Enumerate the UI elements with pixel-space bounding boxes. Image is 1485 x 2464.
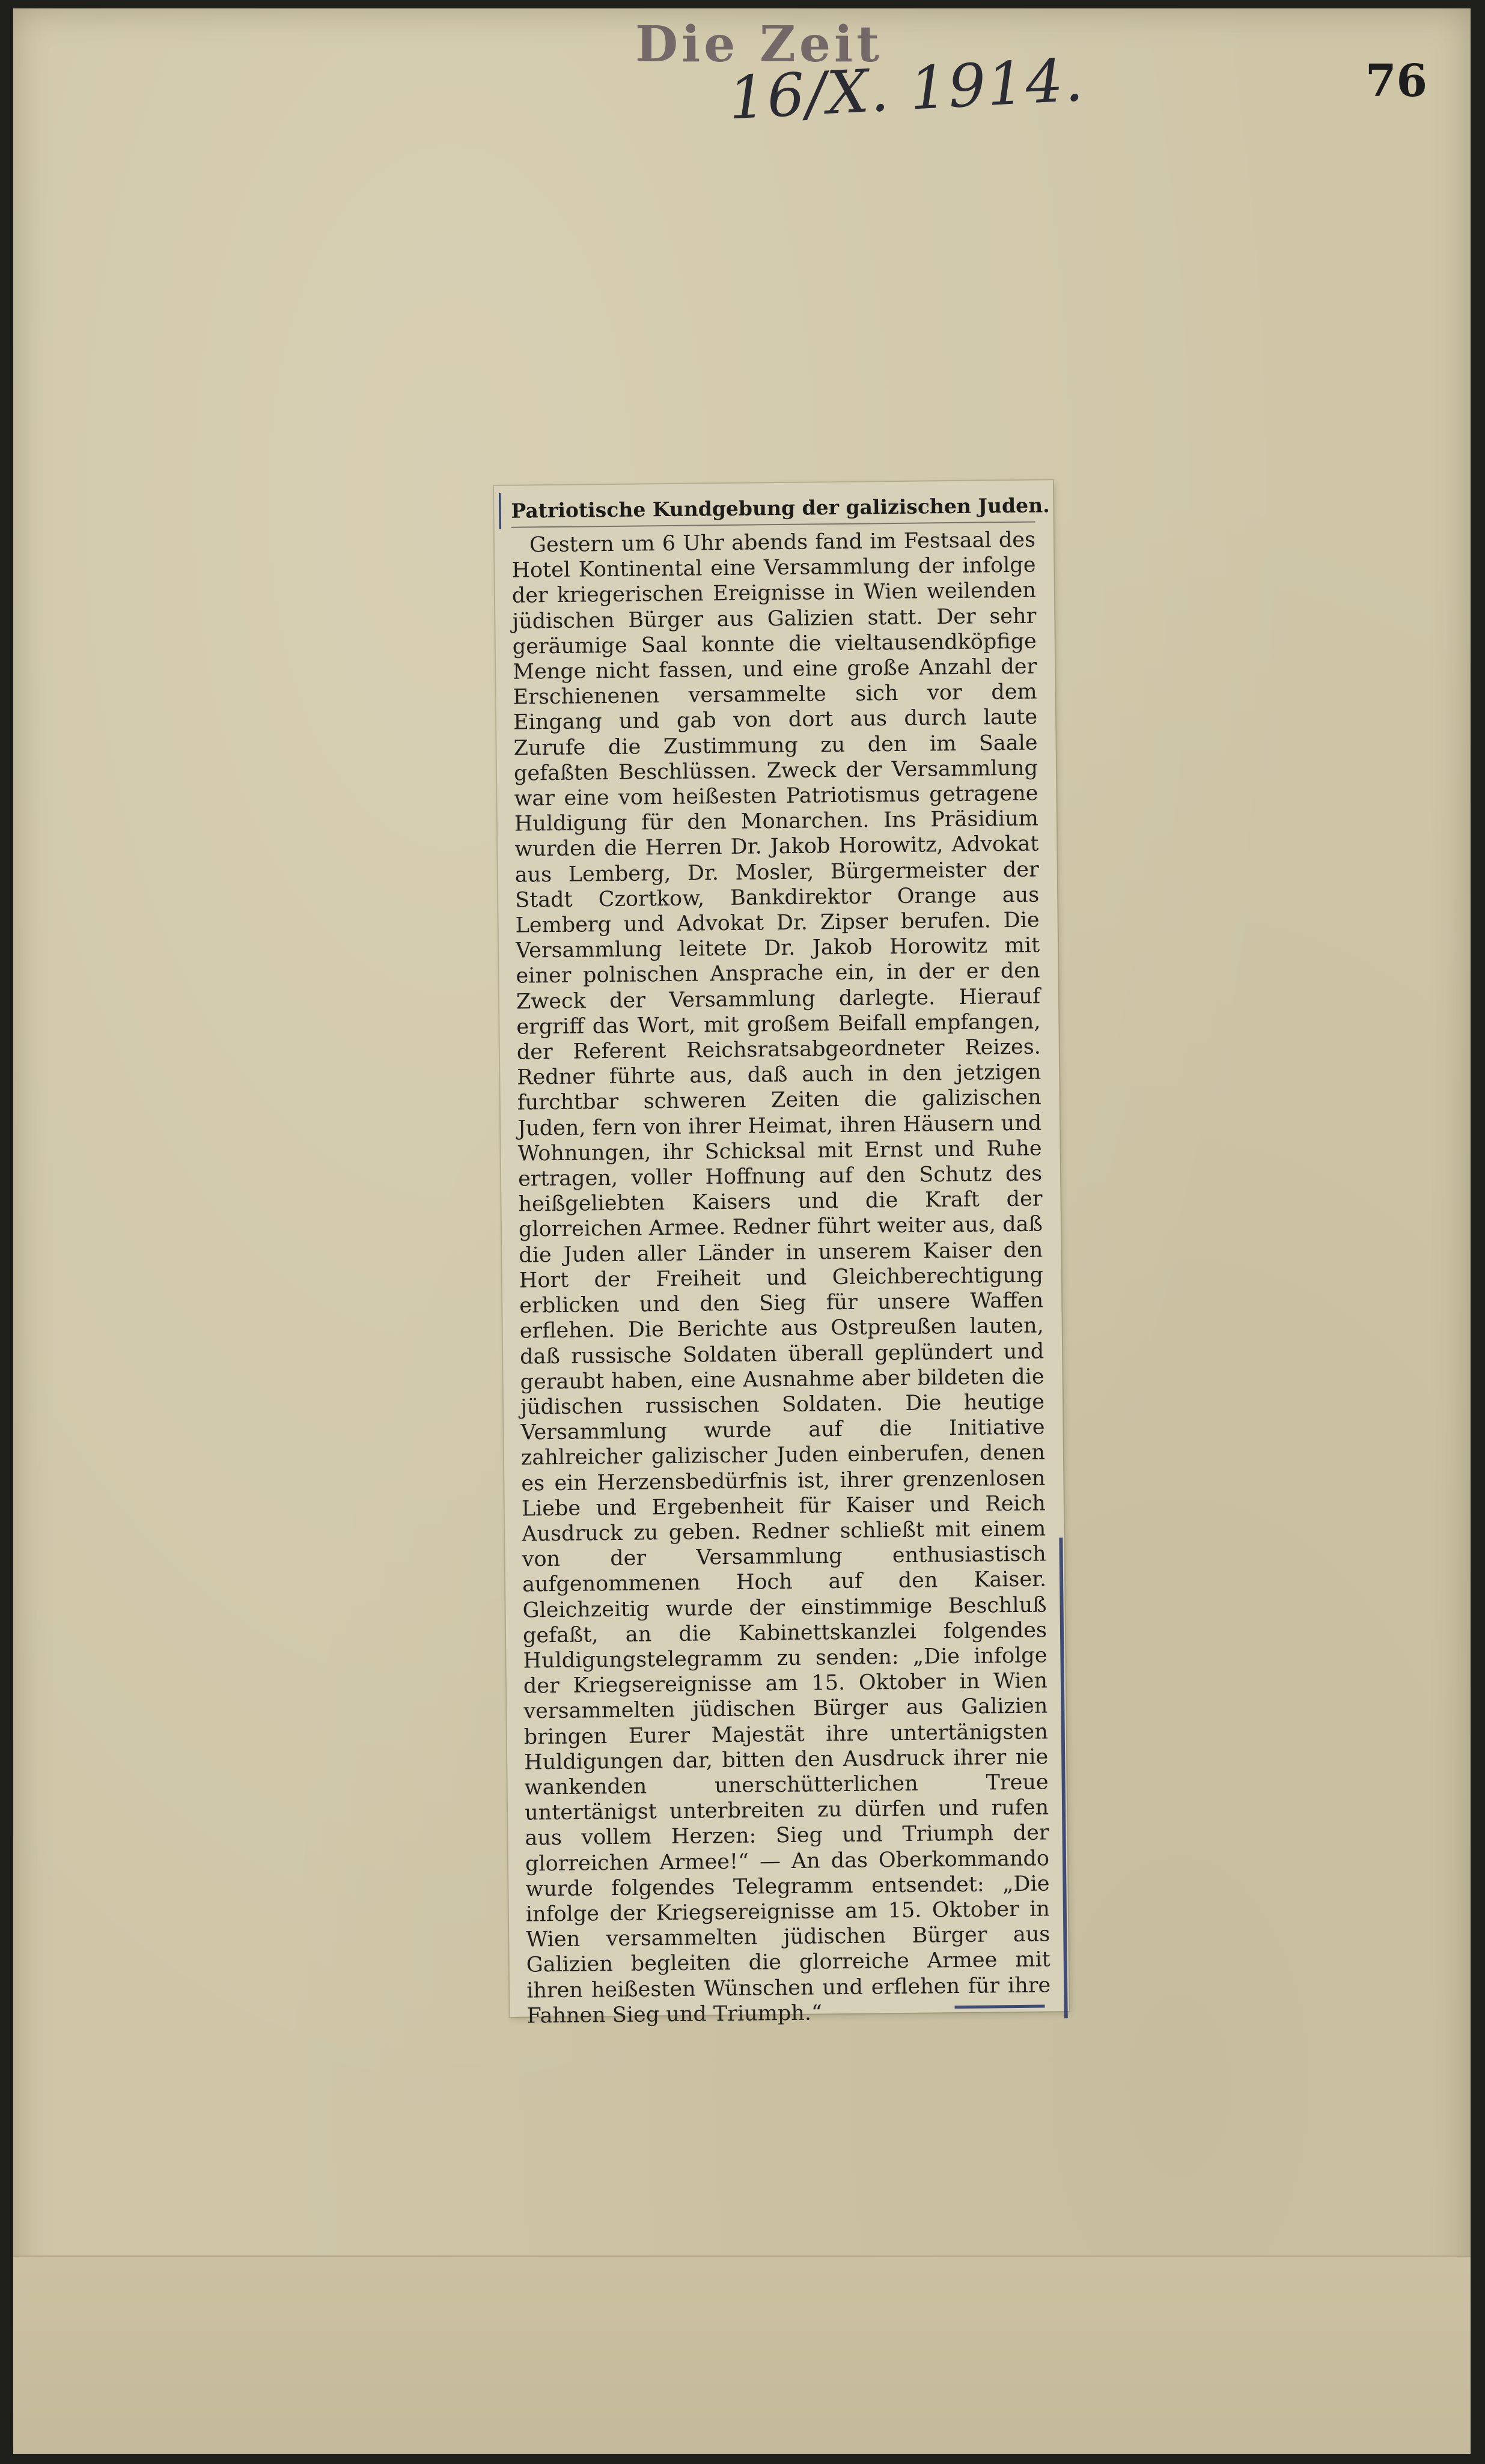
article-headline: Patriotische Kundgebung der galizischen Juden. bbox=[511, 493, 1035, 528]
pencil-margin-mark bbox=[1059, 1538, 1067, 2018]
newspaper-clipping bbox=[494, 480, 1069, 2028]
handwritten-date: 16/X. 1914. bbox=[727, 46, 1086, 133]
page-bottom-fold bbox=[13, 2256, 1471, 2454]
newspaper-stamp: Die Zeit bbox=[635, 16, 883, 73]
archive-page bbox=[13, 8, 1471, 2453]
article-body: Gestern um 6 Uhr abends fand im Festsaal des Hotel Kontinental eine Versammlung der infolge der kriegerischen Ereignisse in Wien weilenden jüdischen Bürger aus Galizien statt. Der sehr geräumige Saal konnte die vieltausendköpfige Menge nicht fassen, und eine große Anzahl der Erschienenen versammelte sich vor dem Eingang und gab von dort aus durch laute Zurufe die Zustimmung zu den im Saale gefaßten Beschlüssen. Zweck der Versammlung war eine vom heißesten Patriotismus getragene Huldigung für den Monarchen. Ins Präsidium wurden die Herren Dr. Jakob Horowitz, Advokat aus Lemberg, Dr. Mosler, Bürgermeister der Stadt Czortkow, Bankdirektor Orange aus Lemberg und Advokat Dr. Zipser berufen. Die Versammlung leitete Dr. Jakob Horowitz mit einer polnischen Ansprache ein, in der er den Zweck der Versammlung darlegte. Hierauf ergriff das Wort, mit großem Beifall empfangen, der Referent Reichsratsabgeordneter Reizes. Redner führte aus, daß auch in den jetzigen furchtbar schweren Zeiten die galizischen Juden, fern von ihrer Heimat, ihren Häusern und Wohnungen, ihr Schicksal mit Ernst und Ruhe ertragen, voller Hoffnung auf den Schutz des heißgeliebten Kaisers und die Kraft der glorreichen Armee. Redner führt weiter aus, daß die Juden aller Länder in unserem Kaiser den Hort der Freiheit und Gleichberechtigung erblicken und den Sieg für unsere Waffen erflehen. Die Berichte aus Ostpreußen lauten, daß russische Soldaten überall geplündert und geraubt haben, eine Ausnahme aber bildeten die jüdischen russischen Soldaten. Die heutige Versammlung wurde auf die Initiative zahlreicher galizischer Juden einberufen, denen es ein Herzensbedürfnis ist, ihrer grenzenlosen Liebe und Ergebenheit für Kaiser und Reich Ausdruck zu geben. Redner schließt mit einem von der Versammlung enthusiastisch aufgenommenen Hoch auf den Kaiser. Gleichzeitig wurde der einstimmige Beschluß gefaßt, an die Kabinettskanzlei folgendes Huldigungstelegramm zu senden: „Die infolge der Kriegsereignisse am 15. Oktober in Wien versammelten jüdischen Bürger aus Galizien bringen Eurer Majestät ihre untertänigsten Huldigungen dar, bitten den Ausdruck ihrer nie wankenden unerschütterlichen Treue untertänigst unterbreiten zu dürfen und rufen aus vollem Herzen: Sieg und Triumph der glorreichen Armee!“ — An das Oberkommando wurde folgendes Telegramm entsendet: „Die infolge der Kriegsereignisse am 15. Oktober in Wien versammelten jüdischen Bürger aus Galizien begleiten die glorreiche Armee mit ihren heißesten Wünschen und erflehen für ihre Fahnen Sieg und Triumph.“ bbox=[511, 528, 1051, 2028]
page-number: 76 bbox=[1365, 55, 1427, 107]
